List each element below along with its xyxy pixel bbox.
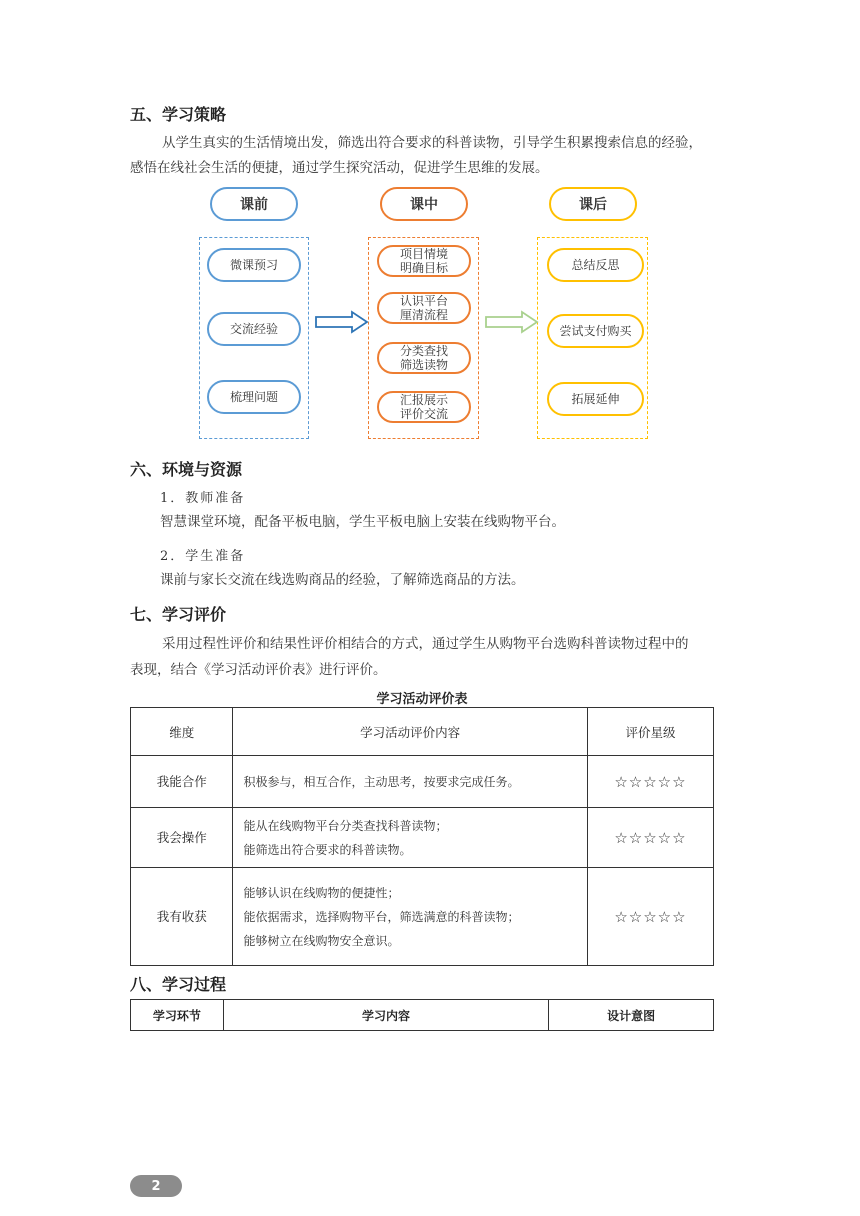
during-item: 项目情境 明确目标 <box>377 245 471 277</box>
table-header: 学习活动评价内容 <box>233 708 587 756</box>
table-row: 我有收获 能够认识在线购物的便捷性； 能依据需求，选择购物平台，筛选满意的科普读物； 能够树立在线购物安全意识。 ☆☆☆☆☆ <box>131 868 714 966</box>
table-header: 学习环节 <box>131 1000 224 1031</box>
process-table <box>130 999 714 1031</box>
student-prep-text: 课前与家长交流在线选购商品的经验，了解筛选商品的方法。 <box>160 572 525 588</box>
during-item: 认识平台 厘清流程 <box>377 292 471 324</box>
evaluation-table <box>130 707 714 966</box>
evaluation-line-1: 采用过程性评价和结果性评价相结合的方式，通过学生从购物平台选购科普读物过程中的 <box>162 636 689 652</box>
after-item: 总结反思 <box>547 248 644 282</box>
teacher-prep-text: 智慧课堂环境，配备平板电脑，学生平板电脑上安装在线购物平台。 <box>160 514 565 530</box>
eval-table-caption: 学习活动评价表 <box>376 692 468 707</box>
star-rating[interactable]: ☆☆☆☆☆ <box>587 808 713 868</box>
after-class-title: 课后 <box>549 187 637 221</box>
after-item: 拓展延伸 <box>547 382 644 416</box>
page-number: 2 <box>130 1175 182 1197</box>
table-row: 我会操作 能从在线购物平台分类查找科普读物； 能筛选出符合要求的科普读物。 ☆☆☆☆☆ <box>131 808 714 868</box>
before-item: 交流经验 <box>207 312 301 346</box>
arrow-right-icon <box>314 310 370 334</box>
arrow-right-icon <box>484 310 540 334</box>
star-rating[interactable]: ☆☆☆☆☆ <box>587 868 713 966</box>
section-heading-environment: 六、环境与资源 <box>130 460 243 479</box>
table-header: 维度 <box>131 708 233 756</box>
strategy-diagram <box>0 0 860 450</box>
table-header: 评价星级 <box>587 708 713 756</box>
section-heading-strategy: 五、学习策略 <box>130 105 227 124</box>
star-rating[interactable]: ☆☆☆☆☆ <box>587 756 713 808</box>
table-header: 学习内容 <box>223 1000 548 1031</box>
strategy-line-1: 从学生真实的生活情境出发，筛选出符合要求的科普读物，引导学生积累搜索信息的经验， <box>162 135 702 151</box>
teacher-prep-title: 1．教师准备 <box>160 491 246 506</box>
before-class-title: 课前 <box>210 187 298 221</box>
table-row: 我能合作 积极参与，相互合作，主动思考，按要求完成任务。 ☆☆☆☆☆ <box>131 756 714 808</box>
student-prep-title: 2．学生准备 <box>160 549 246 564</box>
strategy-line-2: 感悟在线社会生活的便捷，通过学生探究活动，促进学生思维的发展。 <box>130 160 549 176</box>
during-class-title: 课中 <box>380 187 468 221</box>
section-heading-process: 八、学习过程 <box>130 975 227 994</box>
after-item: 尝试支付购买 <box>547 314 644 348</box>
before-item: 微课预习 <box>207 248 301 282</box>
during-item: 分类查找 筛选读物 <box>377 342 471 374</box>
table-header: 设计意图 <box>549 1000 714 1031</box>
before-item: 梳理问题 <box>207 380 301 414</box>
during-item: 汇报展示 评价交流 <box>377 391 471 423</box>
evaluation-line-2: 表现，结合《学习活动评价表》进行评价。 <box>130 662 387 678</box>
section-heading-evaluation: 七、学习评价 <box>130 605 227 624</box>
